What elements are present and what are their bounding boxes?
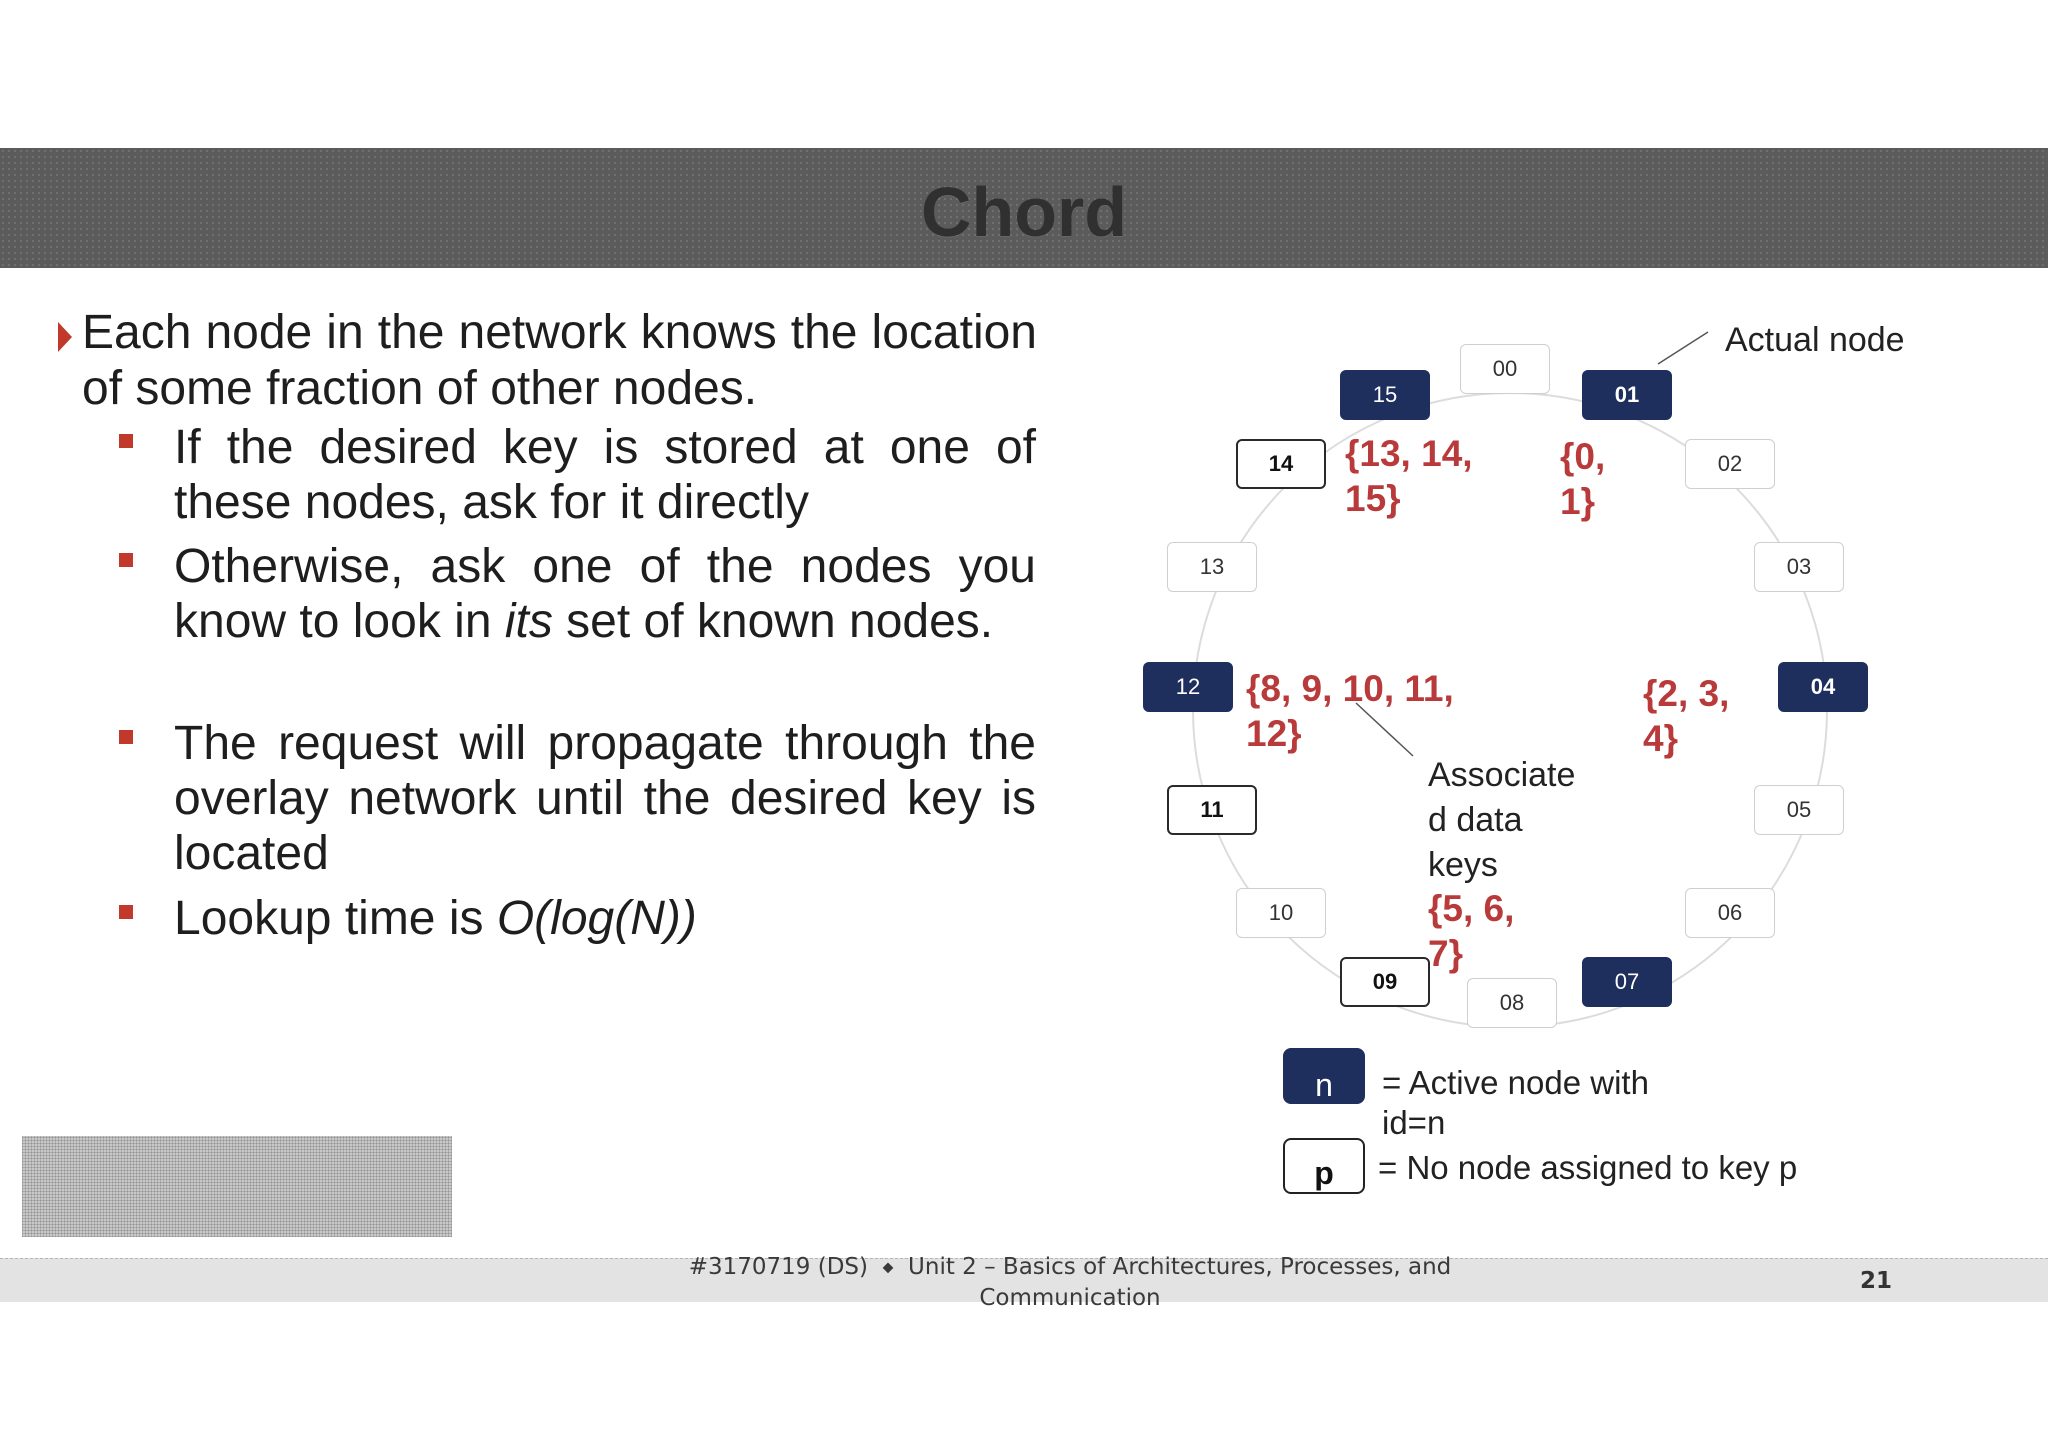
ring-node-12: 12	[1143, 662, 1233, 712]
key-set-line: 7}	[1428, 933, 1463, 974]
ring-node-08: 08	[1467, 978, 1557, 1028]
key-set-line: 1}	[1560, 481, 1595, 522]
sub-bullet-direct: If the desired key is stored at one of these nodes, ask for it directly	[174, 421, 1036, 529]
ring-node-04: 04	[1778, 662, 1868, 712]
ring-node-09: 09	[1340, 957, 1430, 1007]
label-line: keys	[1428, 846, 1498, 884]
key-set-line: {0,	[1560, 436, 1606, 477]
main-bullet: Each node in the network knows the location of some fraction of other nodes.	[82, 306, 1037, 415]
otherwise-text: Otherwise, ask one of the nodes you know to look in	[174, 540, 1036, 648]
key-set-07	[1428, 886, 1514, 976]
label-line: Associate	[1428, 756, 1576, 794]
footer-course: #3170719 (DS)	[688, 1254, 868, 1280]
legend-line: id=n	[1382, 1104, 1446, 1141]
ring-node-13: 13	[1167, 542, 1257, 592]
footer-unit: Unit 2 – Basics of Architectures, Processes, and Communication	[908, 1254, 1452, 1311]
ring-node-00: 00	[1460, 344, 1550, 394]
actual-node-label: Actual node	[1725, 321, 1905, 359]
key-set-line: 12}	[1246, 713, 1302, 754]
ring-node-06: 06	[1685, 888, 1775, 938]
ring-node-07: 07	[1582, 957, 1672, 1007]
key-set-15	[1345, 431, 1473, 521]
legend-active-symbol: n	[1283, 1048, 1365, 1104]
ring-node-05: 05	[1754, 785, 1844, 835]
ring-node-14: 14	[1236, 439, 1326, 489]
ring-node-02: 02	[1685, 439, 1775, 489]
lookup-text: Lookup time is	[174, 892, 497, 945]
key-set-01	[1560, 434, 1605, 524]
lookup-complexity: O(log(N))	[496, 892, 697, 945]
ring-node-01: 01	[1582, 370, 1672, 420]
key-set-line: 15}	[1345, 478, 1401, 519]
ring-node-11: 11	[1167, 785, 1257, 835]
page-number: 21	[1860, 1268, 1893, 1294]
key-set-line: {2, 3,	[1643, 673, 1730, 714]
sub-bullet-propagate: The request will propagate through the overlay network until the desired key is located	[174, 717, 1036, 880]
legend-nonode-text: = No node assigned to key p	[1378, 1149, 1798, 1186]
key-set-line: {13, 14,	[1345, 433, 1473, 474]
slide-title: Chord	[920, 173, 1128, 251]
associated-data-keys-label	[1428, 753, 1575, 888]
key-set-line: 4}	[1643, 718, 1678, 759]
legend-line: = Active node with	[1382, 1064, 1649, 1101]
label-line: d data	[1428, 801, 1523, 839]
key-set-line: {5, 6,	[1428, 888, 1515, 929]
decorative-pattern	[22, 1136, 452, 1237]
key-set-12	[1246, 666, 1454, 756]
ring-node-10: 10	[1236, 888, 1326, 938]
legend-active-text	[1382, 1063, 1649, 1143]
ring-node-03: 03	[1754, 542, 1844, 592]
legend-nonode-symbol: p	[1283, 1138, 1365, 1194]
footer-text	[660, 1252, 1480, 1313]
ring-node-15: 15	[1340, 370, 1430, 420]
otherwise-text-end: set of known nodes.	[552, 595, 994, 648]
key-set-line: {8, 9, 10, 11,	[1246, 668, 1454, 709]
key-set-04	[1643, 671, 1729, 761]
otherwise-italic: its	[504, 595, 553, 648]
actual-node-pointer	[1658, 332, 1708, 364]
diamond-separator-icon: ◆	[882, 1259, 894, 1276]
